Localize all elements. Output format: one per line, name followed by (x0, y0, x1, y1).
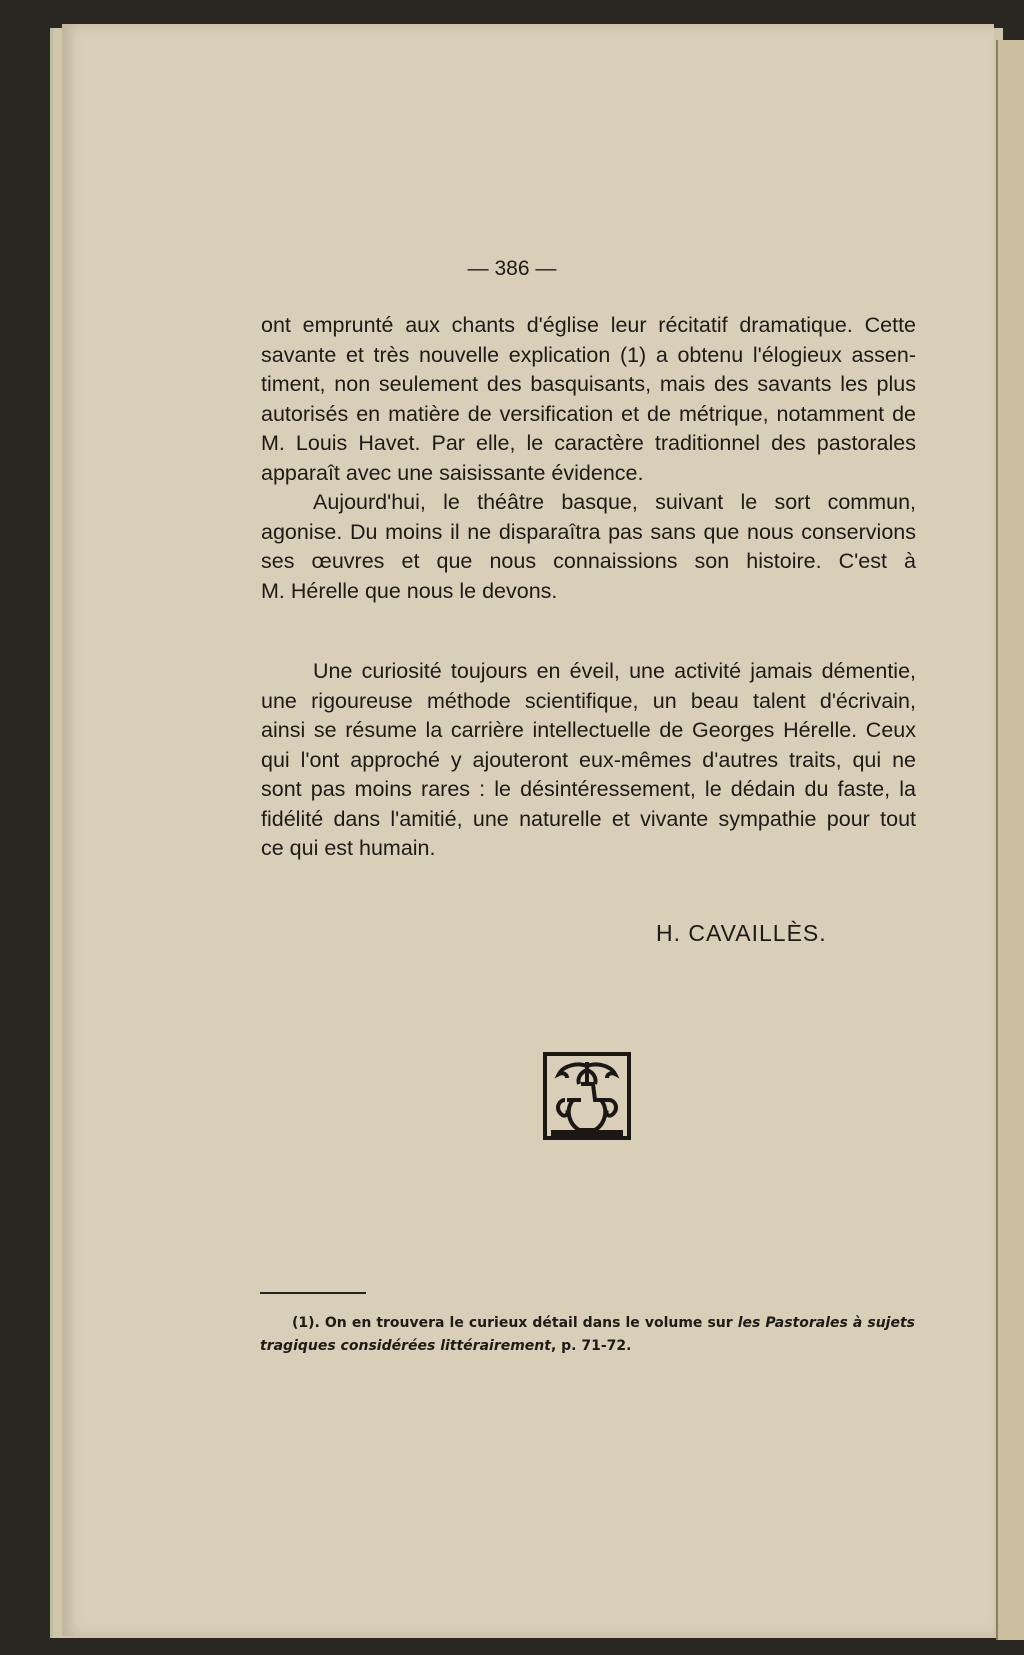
text-line: Aujourd'hui, le théâtre basque, suivant le sort commun, (313, 490, 916, 514)
footnote-rule (260, 1292, 366, 1294)
footnote-line (260, 1335, 915, 1358)
text-line: fidélité dans l'amitié, une naturelle et vivante sympathie pour tout (261, 806, 916, 831)
page-number: — 386 — (467, 257, 557, 280)
author-signature: H. CAVAILLÈS. (656, 920, 827, 946)
vase-ornament-icon (543, 1052, 631, 1140)
text-line: apparaît avec une saisissante évidence. (261, 460, 644, 485)
text-line: sont pas moins rares : le désintéressement, le dédain du faste, la (261, 777, 916, 801)
paragraph-3 (261, 657, 916, 864)
text-line: savante et très nouvelle explication (1) a obtenu l'élogieux assen- (261, 342, 916, 367)
footnote-text: , p. 71-72. (550, 1338, 632, 1354)
text-line: timent, non seulement des basquisants, mais des savants les plus (261, 372, 916, 396)
footnote-title: tragiques considérées littérairement (260, 1338, 551, 1354)
text-line: ont emprunté aux chants d'église leur récitatif dramatique. Cette (261, 313, 916, 337)
text-line: autorisés en matière de versification et de métrique, notamment de (261, 401, 916, 426)
text-line: agonise. Du moins il ne disparaîtra pas sans que nous conservions (261, 519, 916, 544)
footnote-text: (1). On en trouvera le curieux détail dans le volume sur (292, 1315, 738, 1331)
text-line: ainsi se résume la carrière intellectuelle de Georges Hérelle. Ceux (261, 718, 916, 742)
text-line: ses œuvres et que nous connaissions son histoire. C'est à (261, 549, 916, 573)
text-line: M. Louis Havet. Par elle, le caractère traditionnel des pastorales (261, 431, 916, 455)
text-line: qui l'ont approché y ajouteront eux-mêmes d'autres traits, qui ne (261, 747, 916, 772)
footnote-title: les Pastorales à sujets (737, 1315, 916, 1331)
footnote (260, 1312, 915, 1358)
text-line: M. Hérelle que nous le devons. (261, 578, 558, 603)
text-line: une rigoureuse méthode scientifique, un beau talent d'écrivain, (261, 688, 916, 713)
text-line: Une curiosité toujours en éveil, une activité jamais démentie, (313, 659, 916, 683)
text-line: ce qui est humain. (261, 836, 436, 860)
paragraph-1 (261, 311, 916, 606)
footnote-line (260, 1312, 915, 1335)
